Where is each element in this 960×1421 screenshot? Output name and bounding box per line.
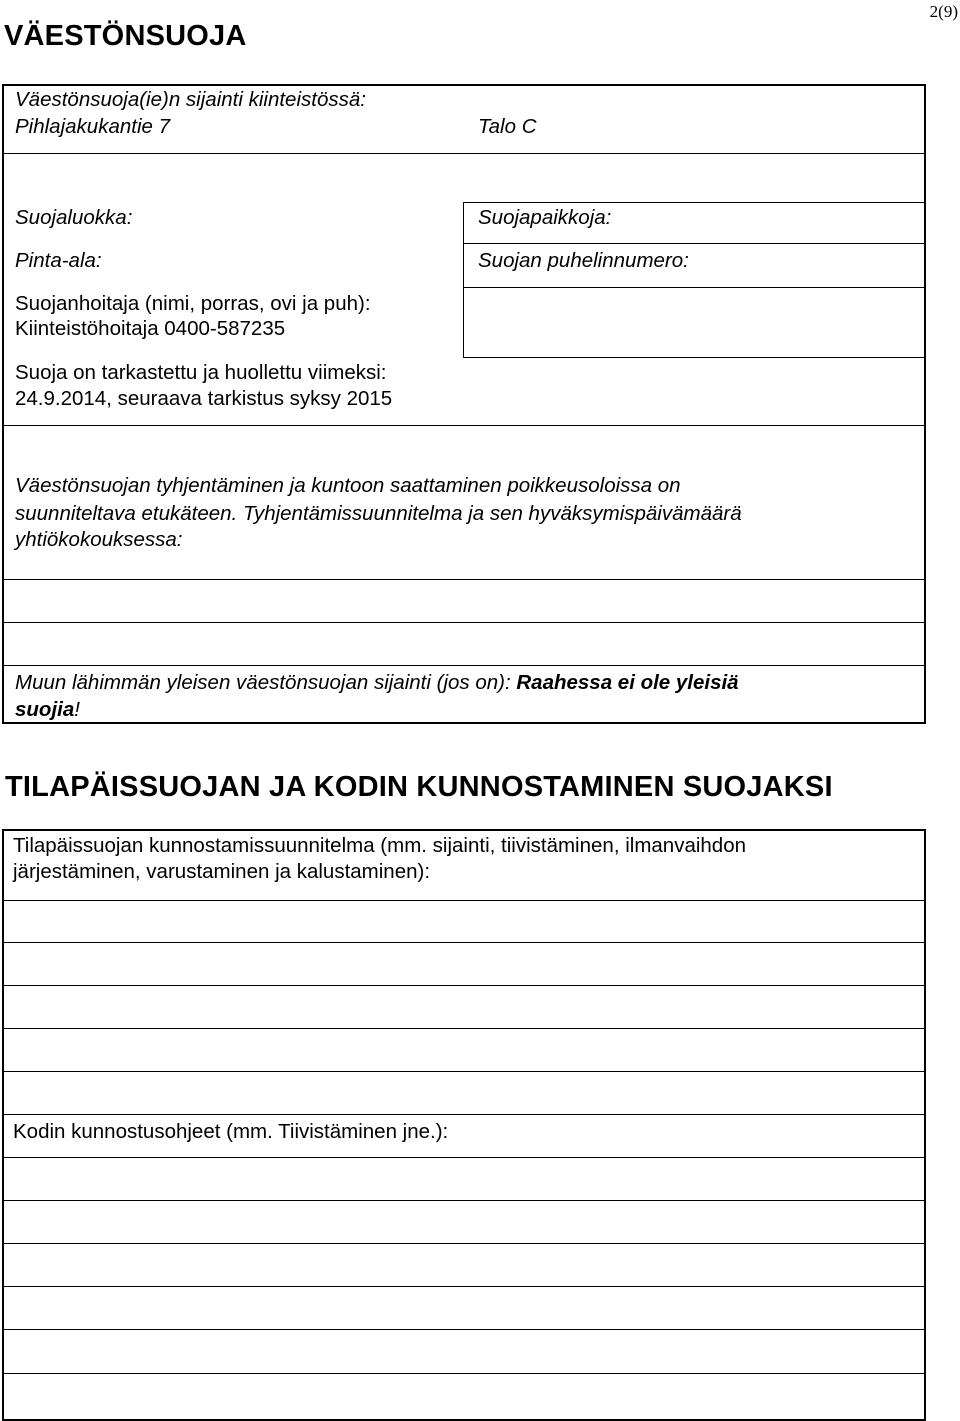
divider [2,1071,926,1072]
nearest-shelter-value-cont: suojia [15,698,75,721]
nearest-shelter-suffix: ! [74,698,80,721]
phone-label: Suojan puhelinnumero: [478,249,689,272]
divider [2,1157,926,1158]
divider [2,1373,926,1374]
divider [463,202,926,203]
divider [2,1243,926,1244]
temp-plan-label-line2: järjestäminen, varustaminen ja kalustaminen): [13,860,431,883]
caretaker-label: Suojanhoitaja (nimi, porras, ovi ja puh): [15,292,371,315]
divider [2,900,926,901]
inspected-value: 24.9.2014, seuraava tarkistus syksy 2015 [15,387,393,410]
divider [2,985,926,986]
home-instructions-label: Kodin kunnostusohjeet (mm. Tiivistäminen jne.): [13,1120,449,1143]
divider [463,243,926,244]
shelter-places-label: Suojapaikkoja: [478,206,612,229]
nearest-shelter-line1 [15,670,739,696]
section-title-temporary-shelter: TILAPÄISSUOJAN JA KODIN KUNNOSTAMINEN SUOJAKSI [5,771,833,803]
nearest-shelter-value: Raahessa ei ole yleisiä [516,671,739,694]
divider [2,942,926,943]
divider [2,1028,926,1029]
divider [2,1200,926,1201]
nearest-shelter-line2 [15,697,80,723]
divider [2,665,926,666]
divider [2,1114,926,1115]
divider [2,1329,926,1330]
evacuation-text-line2: suunniteltava etukäteen. Tyhjentämissuunnitelma ja sen hyväksymispäivämäärä [15,502,742,525]
nearest-shelter-label: Muun lähimmän yleisen väestönsuojan sijainti (jos on): [15,671,517,694]
section-title-shelter: VÄESTÖNSUOJA [4,20,247,52]
divider [2,622,926,623]
page-number: 2(9) [929,2,958,21]
evacuation-text-line3: yhtiökokouksessa: [15,528,183,551]
divider [2,1286,926,1287]
column-divider [463,202,464,357]
divider [2,425,926,426]
location-building: Talo C [478,115,537,138]
caretaker-value: Kiinteistöhoitaja 0400-587235 [15,317,286,340]
shelter-class-label: Suojaluokka: [15,206,133,229]
divider [463,287,926,288]
evacuation-text-line1: Väestönsuojan tyhjentäminen ja kuntoon saattaminen poikkeusoloissa on [15,474,681,497]
location-label: Väestönsuoja(ie)n sijainti kiinteistössä: [15,88,366,111]
divider [463,357,926,358]
inspected-label: Suoja on tarkastettu ja huollettu viimeksi: [15,361,387,384]
area-label: Pinta-ala: [15,249,102,272]
divider [2,153,926,154]
temp-plan-label-line1: Tilapäissuojan kunnostamissuunnitelma (mm. sijainti, tiivistäminen, ilmanvaihdon [13,834,747,857]
location-address: Pihlajakukantie 7 [15,115,170,138]
divider [2,579,926,580]
